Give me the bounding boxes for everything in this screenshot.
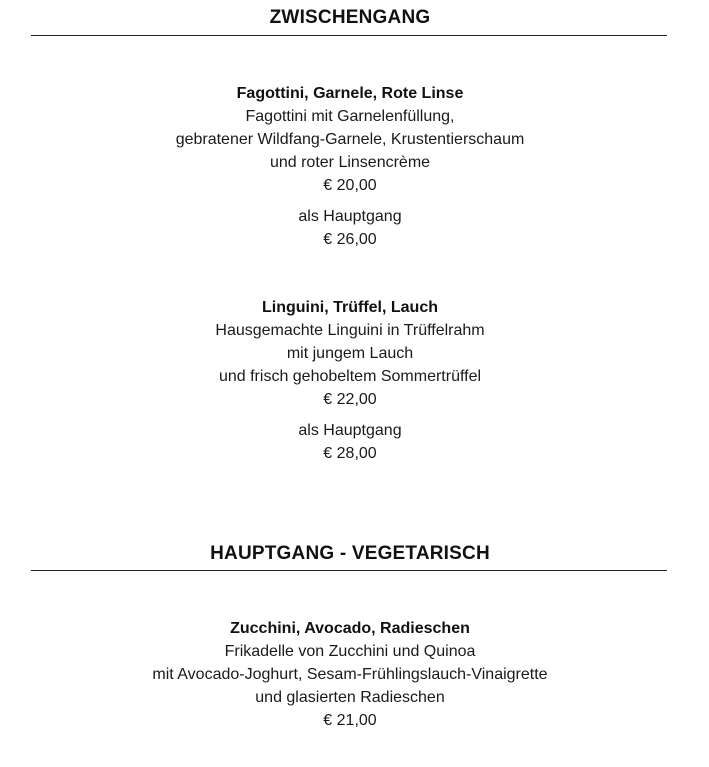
section-title-zwischengang: ZWISCHENGANG	[269, 7, 431, 28]
main-course-label: als Hauptgang	[298, 208, 402, 225]
dish-description-line: mit Avocado-Joghurt, Sesam-Frühlingslauch-Vinaigrette	[152, 666, 548, 683]
main-course-price: € 28,00	[323, 445, 377, 462]
dish-description-line: und roter Linsencrème	[269, 154, 431, 171]
dish-description-line: Frikadelle von Zucchini und Quinoa	[224, 643, 476, 660]
dish-name: Zucchini, Avocado, Radieschen	[230, 620, 470, 637]
spacer	[0, 197, 700, 205]
menu-item-fagottini	[0, 82, 700, 251]
dish-description-line: gebratener Wildfang-Garnele, Krustentierschaum	[175, 131, 525, 148]
section-divider	[31, 570, 667, 571]
main-course-label: als Hauptgang	[298, 422, 402, 439]
spacer	[0, 411, 700, 419]
menu-item-zucchini	[0, 617, 700, 732]
section-divider	[31, 35, 667, 36]
section-title-hauptgang-vegetarisch: HAUPTGANG - VEGETARISCH	[210, 543, 490, 564]
menu-item-linguini	[0, 296, 700, 465]
dish-name: Fagottini, Garnele, Rote Linse	[236, 85, 464, 102]
main-course-price: € 26,00	[323, 231, 377, 248]
dish-price: € 20,00	[323, 177, 377, 194]
dish-description-line: Hausgemachte Linguini in Trüffelrahm	[215, 322, 485, 339]
dish-price: € 21,00	[323, 712, 377, 729]
dish-description-line: Fagottini mit Garnelenfüllung,	[245, 108, 455, 125]
dish-description-line: und glasierten Radieschen	[255, 689, 445, 706]
dish-price: € 22,00	[323, 391, 377, 408]
dish-name: Linguini, Trüffel, Lauch	[262, 299, 438, 316]
dish-description-line: und frisch gehobeltem Sommertrüffel	[218, 368, 482, 385]
dish-description-line: mit jungem Lauch	[286, 345, 414, 362]
